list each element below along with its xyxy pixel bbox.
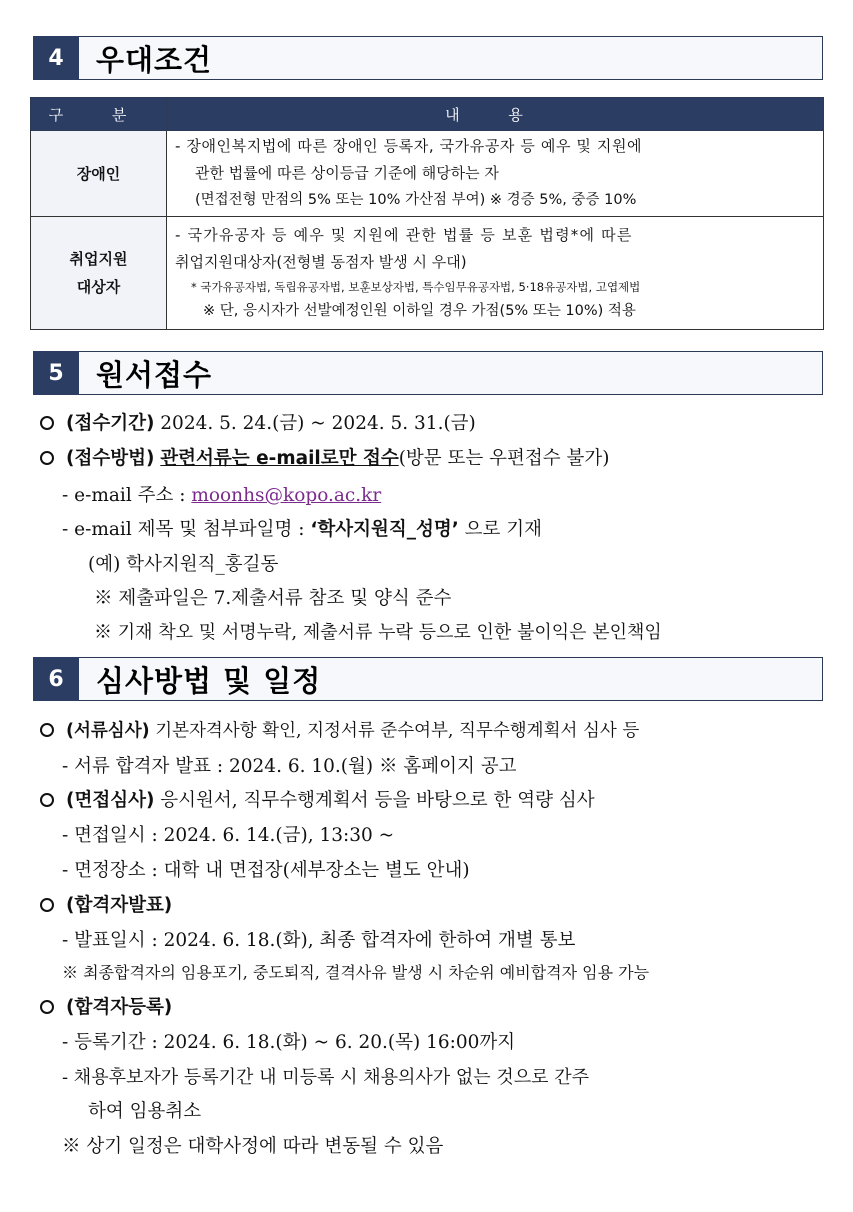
- item-heading: (합격자등록): [66, 997, 173, 1018]
- section-6-header: [33, 657, 823, 701]
- circle-bullet-icon: [40, 723, 54, 737]
- section-title: 심사방법 및 일정: [96, 663, 322, 698]
- item-text: (방문 또는 우편접수 불가): [398, 448, 610, 469]
- section-number: 4: [33, 36, 79, 80]
- list-item: [40, 891, 172, 917]
- list-subitem: [62, 481, 381, 507]
- table-row: [31, 217, 824, 330]
- circle-bullet-icon: [40, 451, 54, 465]
- item-text: 기본자격사항 확인, 지정서류 준수여부, 직무수행계획서 심사 등: [149, 721, 640, 741]
- item-text: - e-mail 주소 :: [62, 485, 192, 506]
- circle-bullet-icon: [40, 793, 54, 807]
- item-heading: (접수방법): [66, 448, 155, 469]
- list-subitem: (예) 학사지원직_홍길동: [88, 554, 279, 575]
- row-label: 장애인: [31, 131, 167, 217]
- item-heading: (합격자발표): [66, 895, 173, 916]
- row-content: [167, 217, 824, 330]
- header-content: 내 용: [167, 98, 824, 131]
- list-item: [40, 717, 639, 742]
- section-title: 원서접수: [96, 357, 213, 392]
- circle-bullet-icon: [40, 416, 54, 430]
- list-subitem: - 면정장소 : 대학 내 면접장(세부장소는 별도 안내): [62, 860, 470, 881]
- row-content: [167, 131, 824, 217]
- list-item: [40, 786, 595, 812]
- row-label: [31, 217, 167, 330]
- footnote-line: * 국가유공자법, 독립유공자법, 보훈보상자법, 특수임무유공자법, 5·18유공자법, 고엽제법: [191, 279, 641, 294]
- list-subitem: - 발표일시 : 2024. 6. 18.(화), 최종 합격자에 한하여 개별 통보: [62, 930, 576, 951]
- item-text: 2024. 5. 24.(금) ~ 2024. 5. 31.(금): [154, 413, 476, 434]
- item-text: 응시원서, 직무수행계획서 등을 바탕으로 한 역량 심사: [154, 790, 595, 811]
- section-title: 우대조건: [96, 42, 213, 77]
- section-number: 5: [33, 351, 79, 395]
- email-link[interactable]: moonhs@kopo.ac.kr: [191, 485, 382, 506]
- section-5-header: [33, 351, 823, 395]
- item-heading: (서류심사): [66, 721, 150, 741]
- list-subitem: - 서류 합격자 발표 : 2024. 6. 10.(월) ※ 홈페이지 공고: [62, 756, 517, 777]
- content-line: 관한 법률에 따른 상이등급 기준에 해당하는 자: [195, 164, 499, 182]
- list-item: [40, 409, 476, 435]
- note-line: ※ 최종합격자의 임용포기, 중도퇴직, 결격사유 발생 시 차순위 예비합격자 임용 가능: [62, 963, 650, 982]
- item-text: - e-mail 제목 및 첨부파일명 :: [62, 519, 311, 540]
- content-line: ※ 단, 응시자가 선발예정인원 이하일 경우 가점(5% 또는 10%) 적용: [203, 302, 636, 319]
- section-number: 6: [33, 657, 79, 701]
- section-4-header: [33, 36, 823, 80]
- list-item: [40, 444, 609, 470]
- row-label-line: 대상자: [76, 278, 121, 296]
- list-subitem: [62, 515, 542, 541]
- note-line: ※ 상기 일정은 대학사정에 따라 변동될 수 있음: [62, 1136, 444, 1157]
- content-line: 취업지원대상자(전형별 동점자 발생 시 우대): [175, 252, 467, 271]
- content-line: - 장애인복지법에 따른 장애인 등록자, 국가유공자 등 예우 및 지원에: [175, 137, 643, 155]
- note-line: ※ 기재 착오 및 서명누락, 제출서류 누락 등으로 인한 불이익은 본인책임: [94, 622, 662, 643]
- item-emphasis: 관련서류는 e-mail로만 접수: [160, 448, 399, 469]
- header-category: 구 분: [31, 98, 167, 131]
- list-subitem: 하여 임용취소: [88, 1101, 202, 1122]
- content-line: - 국가유공자 등 예우 및 지원에 관한 법률 등 보훈 법령*에 따른: [175, 225, 633, 244]
- list-subitem: - 등록기간 : 2024. 6. 18.(화) ~ 6. 20.(목) 16:00까지: [62, 1032, 516, 1053]
- content-line: (면접전형 만점의 5% 또는 10% 가산점 부여) ※ 경증 5%, 중증 10%: [195, 192, 637, 208]
- note-line: ※ 제출파일은 7.제출서류 참조 및 양식 준수: [94, 588, 452, 609]
- list-subitem: - 채용후보자가 등록기간 내 미등록 시 채용의사가 없는 것으로 간주: [62, 1067, 590, 1088]
- circle-bullet-icon: [40, 898, 54, 912]
- item-heading: (접수기간): [66, 413, 155, 434]
- item-emphasis: ‘학사지원직_성명’: [310, 519, 459, 540]
- row-label-line: 취업지원: [69, 250, 128, 268]
- preference-table: [30, 97, 824, 330]
- item-heading: (면접심사): [66, 790, 155, 811]
- circle-bullet-icon: [40, 1000, 54, 1014]
- list-subitem: - 면접일시 : 2024. 6. 14.(금), 13:30 ~: [62, 825, 395, 846]
- table-row: [31, 131, 824, 217]
- item-text: 으로 기재: [458, 519, 542, 540]
- list-item: [40, 993, 172, 1019]
